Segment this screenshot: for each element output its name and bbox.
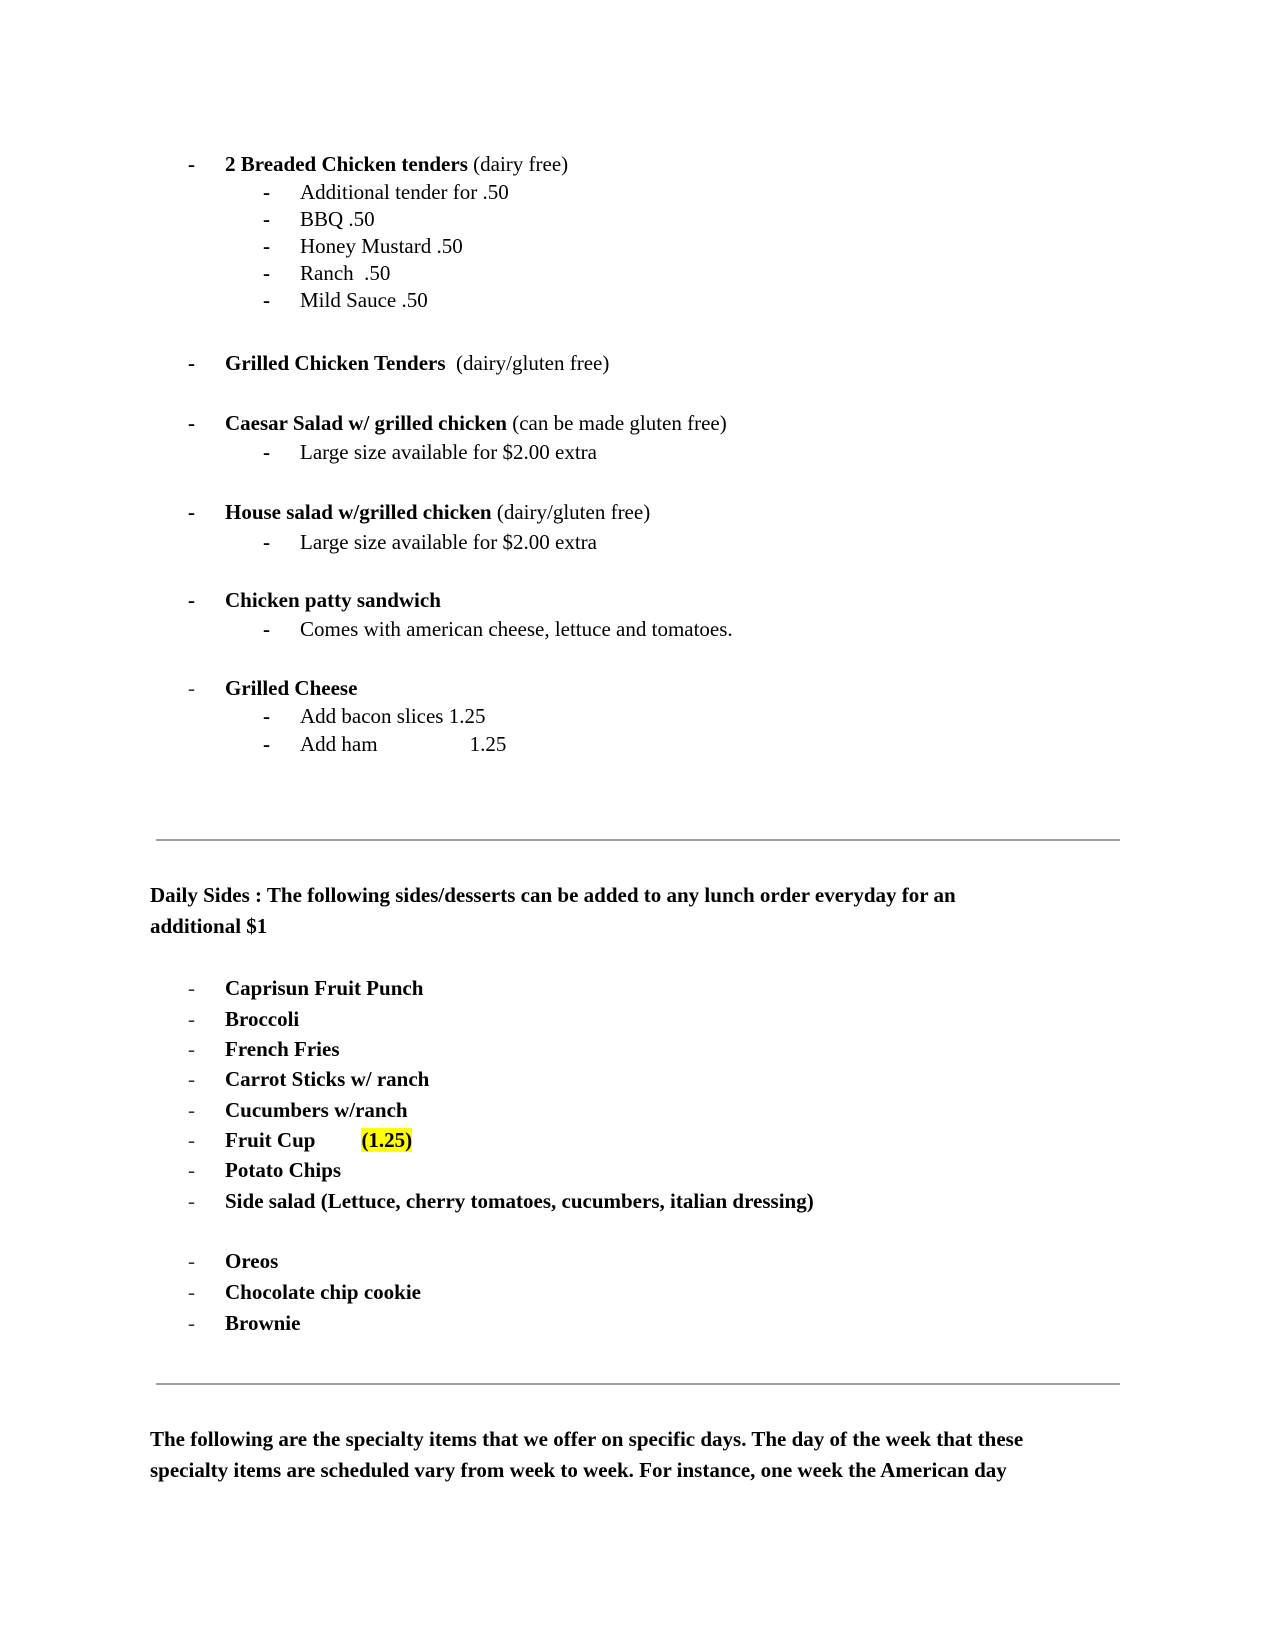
dessert-item: Brownie [225,1311,301,1335]
item-name: Grilled Chicken Tenders [225,351,446,375]
item-note: (can be made gluten free) [506,411,727,435]
side-item: Potato Chips [225,1158,342,1182]
side-item: French Fries [225,1037,340,1061]
side-item: Carrot Sticks w/ ranch [225,1067,430,1091]
sub-item-text: Additional tender for .50 [300,180,509,204]
item-note: (dairy free) [467,152,569,176]
sub-item-text: Mild Sauce .50 [300,288,428,312]
item-name: House salad w/grilled chicken [225,500,492,524]
item-name: Caesar Salad w/ grilled chicken [225,411,507,435]
document-page: - 2 Breaded Chicken tenders (dairy free) - Additional tender for .50 - BBQ .50 - Honey Mustard .50 - Ranch .50 - Mild Sauce .50 - Grilled Chicken Tenders (dairy/gluten free) - Caesar Salad w/ grilled chicken (can be made gluten free) - Large size available for $2.00 extra - House salad w/grilled chicken (dairy/gluten free) - Large size available for $2.00 extra - Chicken patty sandwich - Comes with american cheese, lettuce and tomatoes. - Grilled Cheese - Add bacon slices 1.25 - Add ham 1.25 Daily Sides : The following sides/desserts can be added to any lunch order everyday for an additional $1 - Caprisun Fruit Punch - Broccoli - French Fries - Carrot Sticks w/ ranch - Cucumbers w/ranch - Fruit Cup (1.25) - Potato Chips - Side salad (Lettuce, cherry tomatoes, cucumbers, italian dressing) - Oreos - Chocolate chip cookie - Brownie The following are the specialty items that we offer on specific days. The day of the week that these specialty items are scheduled vary from week to week. For instance, one week the American day [0,0,1275,1650]
item-name: 2 Breaded Chicken tenders [225,152,468,176]
specialty-paragraph: The following are the specialty items that we offer on specific days. The day of the week that these specialty items are scheduled vary from week to week. For instance, one week the American day [150,1427,1024,1482]
side-item: Broccoli [225,1007,300,1031]
horizontal-divider [156,839,1120,841]
dessert-item: Oreos [225,1249,279,1273]
sub-item-text: Add ham [300,732,378,756]
daily-sides-heading: Daily Sides : The following sides/desserts can be added to any lunch order everyday for an additional $1 [150,883,956,938]
highlighted-price: (1.25) [361,1128,413,1152]
bullet-dash: - [188,152,195,176]
side-item: Fruit Cup [225,1128,316,1152]
horizontal-divider [156,1383,1120,1385]
sub-item-text: Large size available for $2.00 extra [300,440,597,464]
sub-item-text: Large size available for $2.00 extra [300,530,597,554]
sub-item-text: Add bacon slices 1.25 [300,704,486,728]
side-item: Caprisun Fruit Punch [225,976,424,1000]
side-item: Cucumbers w/ranch [225,1098,408,1122]
sub-item-price: 1.25 [469,732,507,756]
item-name: Grilled Cheese [225,676,358,700]
item-note: (dairy/gluten free) [491,500,651,524]
item-note: (dairy/gluten free) [445,351,610,375]
sub-item-text: BBQ .50 [300,207,375,231]
side-item: Side salad (Lettuce, cherry tomatoes, cucumbers, italian dressing) [225,1189,814,1213]
item-name: Chicken patty sandwich [225,588,441,612]
sub-item-text: Ranch .50 [300,261,391,285]
sub-item-text: Comes with american cheese, lettuce and tomatoes. [300,617,733,641]
sub-item-text: Honey Mustard .50 [300,234,463,258]
dessert-item: Chocolate chip cookie [225,1280,421,1304]
